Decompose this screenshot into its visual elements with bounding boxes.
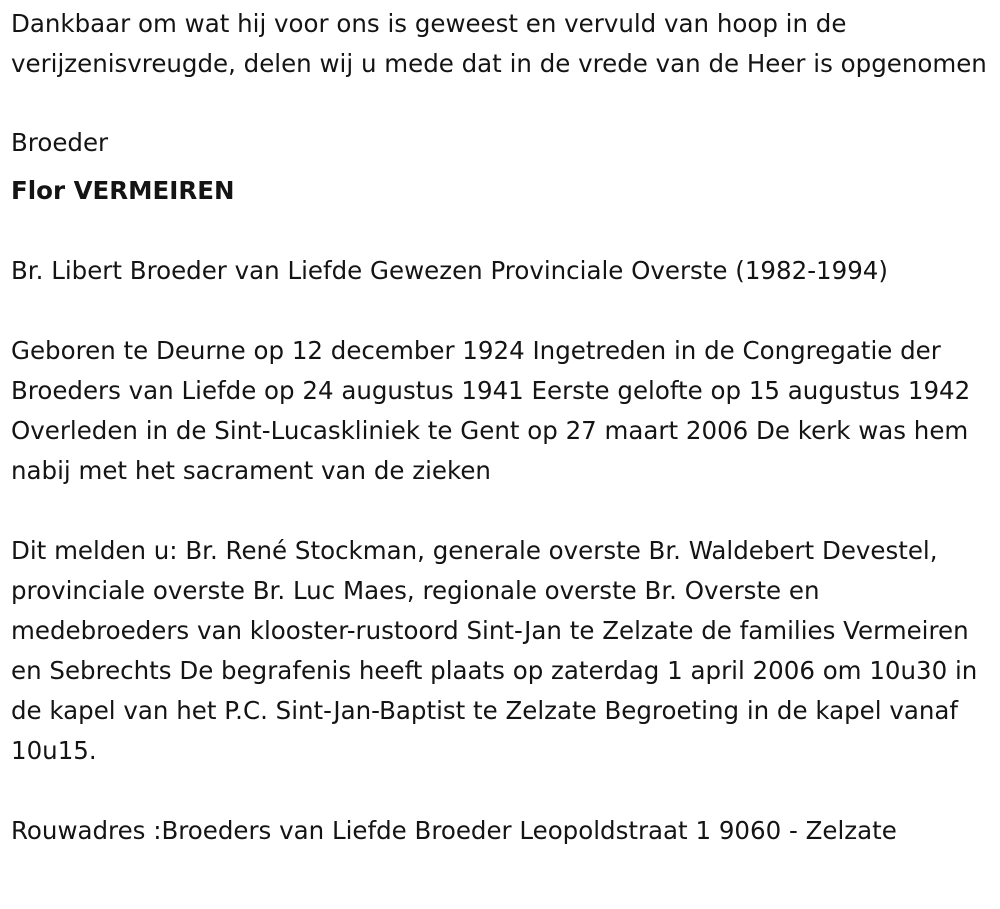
biography-text: Geboren te Deurne op 12 december 1924 Ingetreden in de Congregatie der Broeders van Liefde op 24 augustus 1941 Eerste gelofte op 15 augustus 1942 Overleden in de Sint-Lucaskliniek te Gent op 27 maart 2006 De kerk was hem nabij met het sacrament van de zieken — [11, 336, 971, 485]
religious-role: Br. Libert Broeder van Liefde Gewezen Provinciale Overste (1982-1994) — [11, 256, 888, 285]
mourning-address: Rouwadres :Broeders van Liefde Broeder Leopoldstraat 1 9060 - Zelzate — [11, 816, 897, 845]
intro-text: Dankbaar om wat hij voor ons is geweest en vervuld van hoop in de verijzenisvreugde, delen wij u mede dat in de vrede van de Heer is opgenomen — [11, 9, 987, 78]
funeral-notice-text: Dit melden u: Br. René Stockman, generale overste Br. Waldebert Devestel, provinciale overste Br. Luc Maes, regionale overste Br. Overste en medebroeders van klooster-rustoord Sint-Jan te Zelzate de families Vermeiren en Sebrechts De begrafenis heeft plaats op zaterdag 1 april 2006 om 10u30 in de kapel van het P.C. Sint-Jan-Baptist te Zelzate Begroeting in de kapel vanaf 10u15. — [11, 536, 978, 765]
deceased-name: Flor VERMEIREN — [11, 176, 235, 205]
death-announcement — [11, 0, 996, 851]
deceased-title: Broeder — [11, 128, 109, 157]
